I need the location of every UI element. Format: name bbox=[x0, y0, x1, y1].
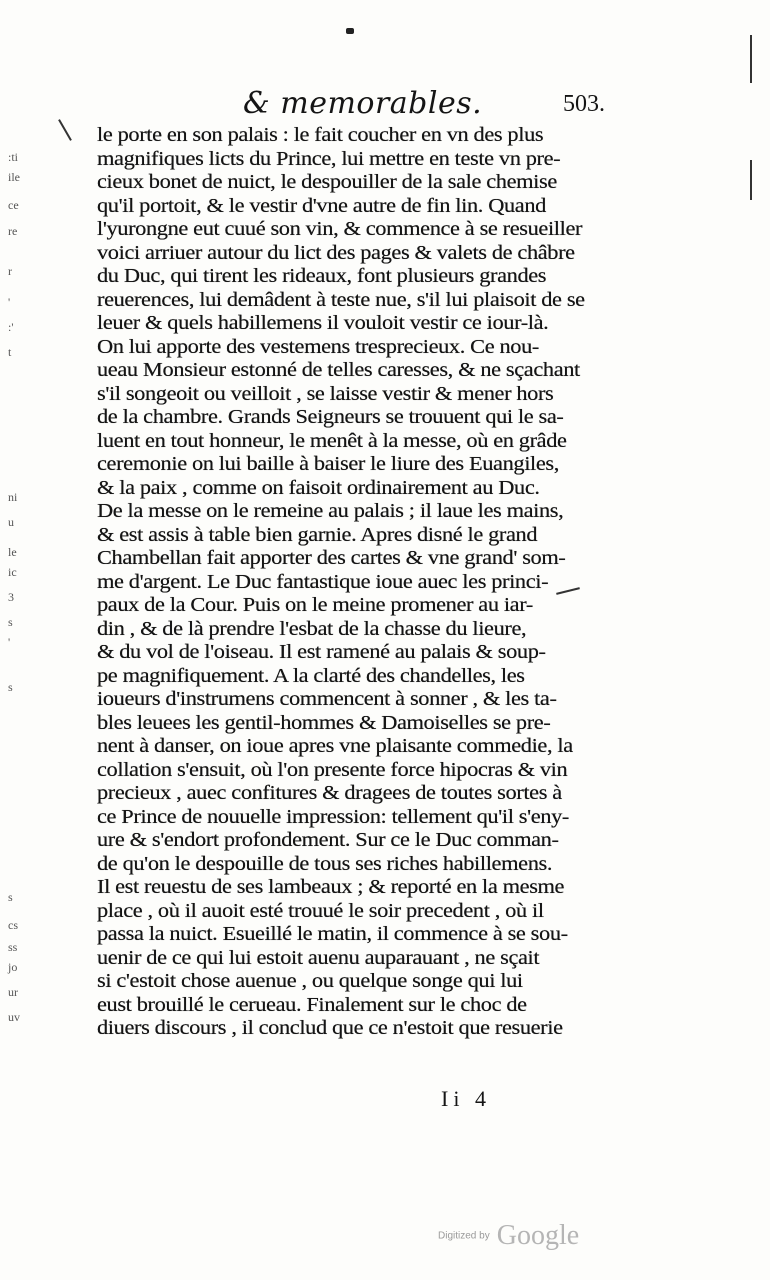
text-line: voici arriuer autour du lict des pages & valets de châbre bbox=[97, 241, 575, 264]
margin-fragment: u bbox=[8, 515, 14, 529]
text-line: ure & s'endort profondement. Sur ce le Duc comman- bbox=[97, 829, 559, 851]
right-edge-mark bbox=[750, 35, 752, 83]
margin-fragment: cs bbox=[8, 918, 18, 932]
text-line: collation s'ensuit, où l'on presente force hipocras & vin bbox=[97, 758, 568, 781]
text-line: Chambellan fait apporter des cartes & vne grand' som- bbox=[97, 547, 566, 569]
text-line: place , où il auoit esté trouué le soir precedent , où il bbox=[97, 899, 544, 922]
margin-fragment: s bbox=[8, 615, 13, 629]
margin-fragment: le bbox=[8, 545, 17, 559]
signature-mark: Ii 4 bbox=[441, 1086, 491, 1111]
margin-fragment: t bbox=[8, 345, 12, 359]
text-line: ceremonie on lui baille à baiser le liure des Euangiles, bbox=[97, 453, 559, 475]
margin-fragment: ss bbox=[8, 940, 18, 954]
text-line: ce Prince de nouuelle impression: tellement qu'il s'eny- bbox=[97, 805, 569, 828]
text-line: bles leuees les gentil-hommes & Damoiselles se pre- bbox=[97, 711, 551, 734]
margin-fragment: jo bbox=[8, 960, 18, 974]
right-edge-mark bbox=[750, 160, 752, 200]
text-line: luent en tout honneur, le menêt à la messe, où en grâde bbox=[97, 429, 567, 452]
text-line: On lui apporte des vestemens tresprecieux. Ce nou- bbox=[97, 335, 539, 358]
text-line: eust brouillé le cerueau. Finalement sur le choc de bbox=[97, 993, 527, 1016]
margin-fragment: ni bbox=[8, 490, 18, 504]
margin-fragment: s bbox=[8, 890, 13, 904]
text-line: & la paix , comme on faisoit ordinairement au Duc. bbox=[97, 476, 540, 499]
margin-fragment: s bbox=[8, 680, 13, 694]
digitized-watermark bbox=[438, 1220, 579, 1260]
text-line: ueau Monsieur estonné de telles caresses, & ne sçachant bbox=[97, 359, 580, 381]
text-line: le porte en son palais : le fait coucher en vn des plus bbox=[97, 124, 544, 146]
running-head: & memorables. bbox=[243, 86, 483, 121]
text-line: de qu'on le despouille de tous ses riches habillemens. bbox=[97, 852, 553, 875]
text-line: magnifiques licts du Prince, lui mettre en teste vn pre- bbox=[97, 147, 561, 170]
text-line: s'il songeoit ou veilloit , se laisse vestir & mener hors bbox=[97, 382, 554, 405]
text-line: din , & de là prendre l'esbat de la chasse du lieure, bbox=[97, 617, 527, 640]
text-line: me d'argent. Le Duc fantastique ioue auec les princi- bbox=[97, 570, 549, 593]
text-line: & du vol de l'oiseau. Il est ramené au palais & soup- bbox=[97, 641, 546, 663]
google-logo: Google bbox=[496, 1220, 580, 1251]
margin-fragment: ile bbox=[8, 170, 20, 184]
margin-fragment: ur bbox=[8, 985, 18, 999]
text-line: qu'il portoit, & le vestir d'vne autre de fin lin. Quand bbox=[97, 194, 546, 217]
text-line: de la chambre. Grands Seigneurs se trouuent qui le sa- bbox=[97, 406, 564, 428]
margin-fragment: r bbox=[8, 264, 12, 278]
page-header bbox=[95, 84, 605, 124]
margin-fragment: :ti bbox=[8, 150, 19, 164]
text-line: si c'estoit chose auenue , ou quelque songe qui lui bbox=[97, 970, 523, 992]
text-line: l'yurongne eut cuué son vin, & commence à se resueiller bbox=[97, 218, 583, 240]
margin-fragment: ' bbox=[8, 295, 11, 309]
bleed-through-margin bbox=[8, 140, 48, 1040]
margin-fragment: re bbox=[8, 224, 18, 238]
text-line: pe magnifiquement. A la clarté des chandelles, les bbox=[97, 664, 525, 687]
text-line: De la messe on le remeine au palais ; il laue les mains, bbox=[97, 500, 564, 522]
text-line: & est assis à table bien garnie. Apres disné le grand bbox=[97, 523, 538, 546]
text-line: paux de la Cour. Puis on le meine promener au iar- bbox=[97, 594, 533, 616]
text-line: du Duc, qui tirent les rideaux, font plusieurs grandes bbox=[97, 265, 547, 287]
text-line: leuer & quels habillemens il vouloit vestir ce iour-là. bbox=[97, 312, 549, 334]
body-text bbox=[97, 124, 607, 1041]
text-line: ioueurs d'instrumens commencent à sonner , & les ta- bbox=[97, 688, 557, 710]
text-line: passa la nuict. Esueillé le matin, il commence à se sou- bbox=[97, 923, 568, 945]
watermark-prefix: Digitized by bbox=[438, 1230, 490, 1242]
margin-fragment: 3 bbox=[8, 590, 14, 604]
text-line: precieux , auec confitures & dragees de toutes sortes à bbox=[97, 782, 562, 804]
text-line: uenir de ce qui lui estoit auenu auparauant , ne sçait bbox=[97, 946, 540, 969]
margin-fragment: ic bbox=[8, 565, 17, 579]
text-line: cieux bonet de nuict, le despouiller de la sale chemise bbox=[97, 171, 557, 193]
ink-speck bbox=[346, 28, 354, 34]
margin-fragment: ce bbox=[8, 198, 19, 212]
margin-fragment: :' bbox=[8, 320, 14, 334]
text-line: diuers discours , il conclud que ce n'estoit que resuerie bbox=[97, 1017, 563, 1039]
text-line: reuerences, lui demâdent à teste nue, s'il lui plaisoit de se bbox=[97, 288, 585, 311]
page-number: 503. bbox=[563, 91, 605, 117]
text-line: nent à danser, on ioue apres vne plaisante commedie, la bbox=[97, 735, 573, 757]
margin-fragment: ' bbox=[8, 635, 11, 649]
margin-fragment: uv bbox=[8, 1010, 20, 1024]
text-line: Il est reuestu de ses lambeaux ; & reporté en la mesme bbox=[97, 876, 565, 898]
margin-stroke bbox=[58, 119, 72, 141]
